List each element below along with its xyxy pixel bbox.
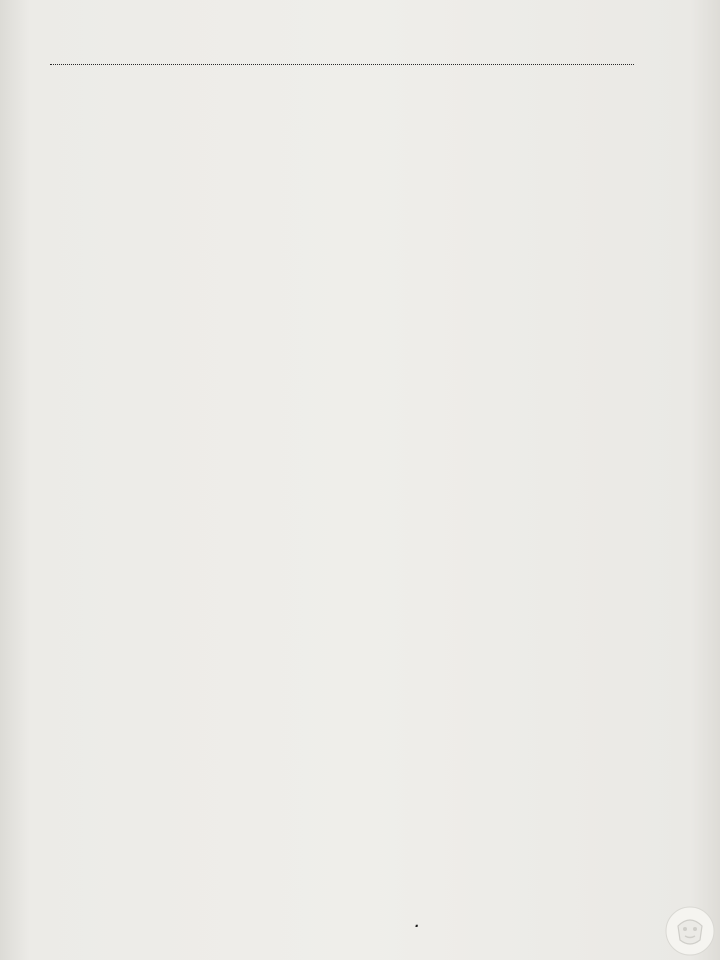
toc-multiline-entry (47, 45, 637, 87)
toc-entry (47, 66, 637, 87)
running-footer (414, 918, 419, 935)
table-of-contents (47, 45, 637, 87)
dot-leader (50, 63, 634, 65)
marketplace-logo-icon (662, 904, 718, 958)
footer-separator: · (414, 918, 419, 935)
